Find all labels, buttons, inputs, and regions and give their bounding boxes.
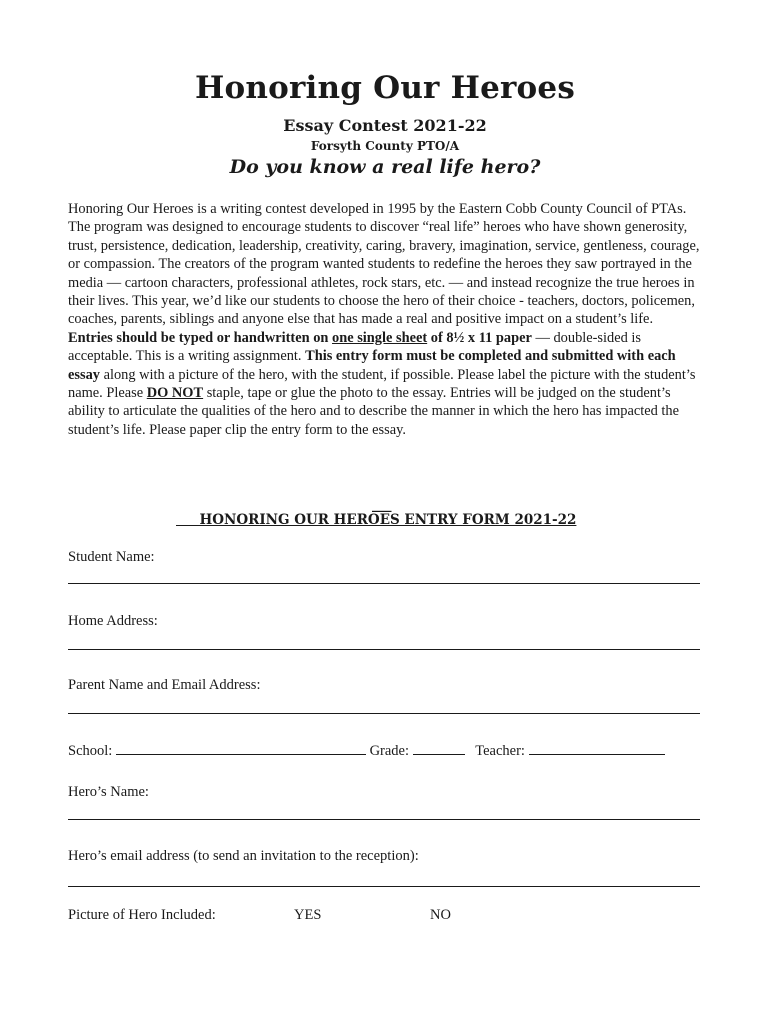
school-field[interactable] <box>116 741 366 755</box>
school-label: School: <box>68 743 113 759</box>
home-address-label: Home Address: <box>68 613 158 629</box>
hero-name-label: Hero’s Name: <box>68 784 149 800</box>
hero-email-label: Hero’s email address (to send an invitation to the reception): <box>68 848 419 864</box>
rules-entry-form-bold: This entry form must be completed and submitted with each essay <box>68 348 676 383</box>
contest-subtitle: Essay Contest 2021-22 <box>283 116 487 135</box>
student-name-field[interactable] <box>68 570 700 584</box>
no-option[interactable]: NO <box>430 907 451 923</box>
hero-name-field[interactable] <box>68 806 700 820</box>
rules-picture-text: along with a picture of the hero, with the student, if possible. Please label the picture with the student’s name. Please <box>68 366 696 402</box>
rules-bold-text: Entries should be typed or handwritten on <box>68 329 333 346</box>
rules-text: — double-sided is acceptable. This is a writing assignment. <box>68 329 642 365</box>
parent-email-field[interactable] <box>68 700 700 714</box>
entry-form-heading: HONORING OUR HEROES ENTRY FORM 2021-22 <box>176 512 577 528</box>
hero-email-field[interactable] <box>68 873 700 887</box>
rules-do-not: DO NOT <box>146 385 204 402</box>
student-name-label: Student Name: <box>68 549 155 565</box>
school-grade-teacher-row <box>68 741 665 760</box>
intro-paragraph: Honoring Our Heroes is a writing contest developed in 1995 by the Eastern Cobb County Council of PTAs. The program was designed to encourage students to discover “real life” heroes who have shown generosity, trust, persistence, dedication, leadership, creativity, caring, bravery, imagination, service, gentleness, courage, or compassion. The creators of the program wanted students to redefine the heroes they saw portrayed in the media — cartoon characters, professional athletes, rock stars, etc. — and instead recognize the true heroes in their lives. This year, we’d like our students to choose the hero of their choice - teachers, doctors, policemen, coaches, parents, siblings and anyone else that has made a real and positive impact on a student’s life. <box>68 201 700 328</box>
parent-email-label: Parent Name and Email Address: <box>68 677 261 693</box>
rules-underlined-text: one single sheet <box>332 329 428 346</box>
rules-paper-size: of 8½ x 11 paper <box>427 329 532 346</box>
home-address-field[interactable] <box>68 636 700 650</box>
grade-field[interactable] <box>413 741 465 755</box>
underline-stub: ___ <box>372 498 392 513</box>
teacher-label: Teacher: <box>475 743 525 759</box>
organization-name: Forsyth County PTO/A <box>310 139 460 153</box>
yes-option[interactable]: YES <box>294 907 322 923</box>
grade-label: Grade: <box>369 743 410 759</box>
picture-included-label: Picture of Hero Included: <box>68 907 216 923</box>
rules-judging-text: staple, tape or glue the photo to the essay. Entries will be judged on the student’s ability to articulate the qualities of the hero and to describe the manner in which the hero has impacted the student’s life. Please paper clip the entry form to the essay. <box>68 385 679 438</box>
intro-section <box>68 200 708 439</box>
teacher-field[interactable] <box>529 741 665 755</box>
document-title: Honoring Our Heroes <box>195 70 575 106</box>
rules-paragraph <box>68 329 708 439</box>
tagline: Do you know a real life hero? <box>229 156 541 178</box>
